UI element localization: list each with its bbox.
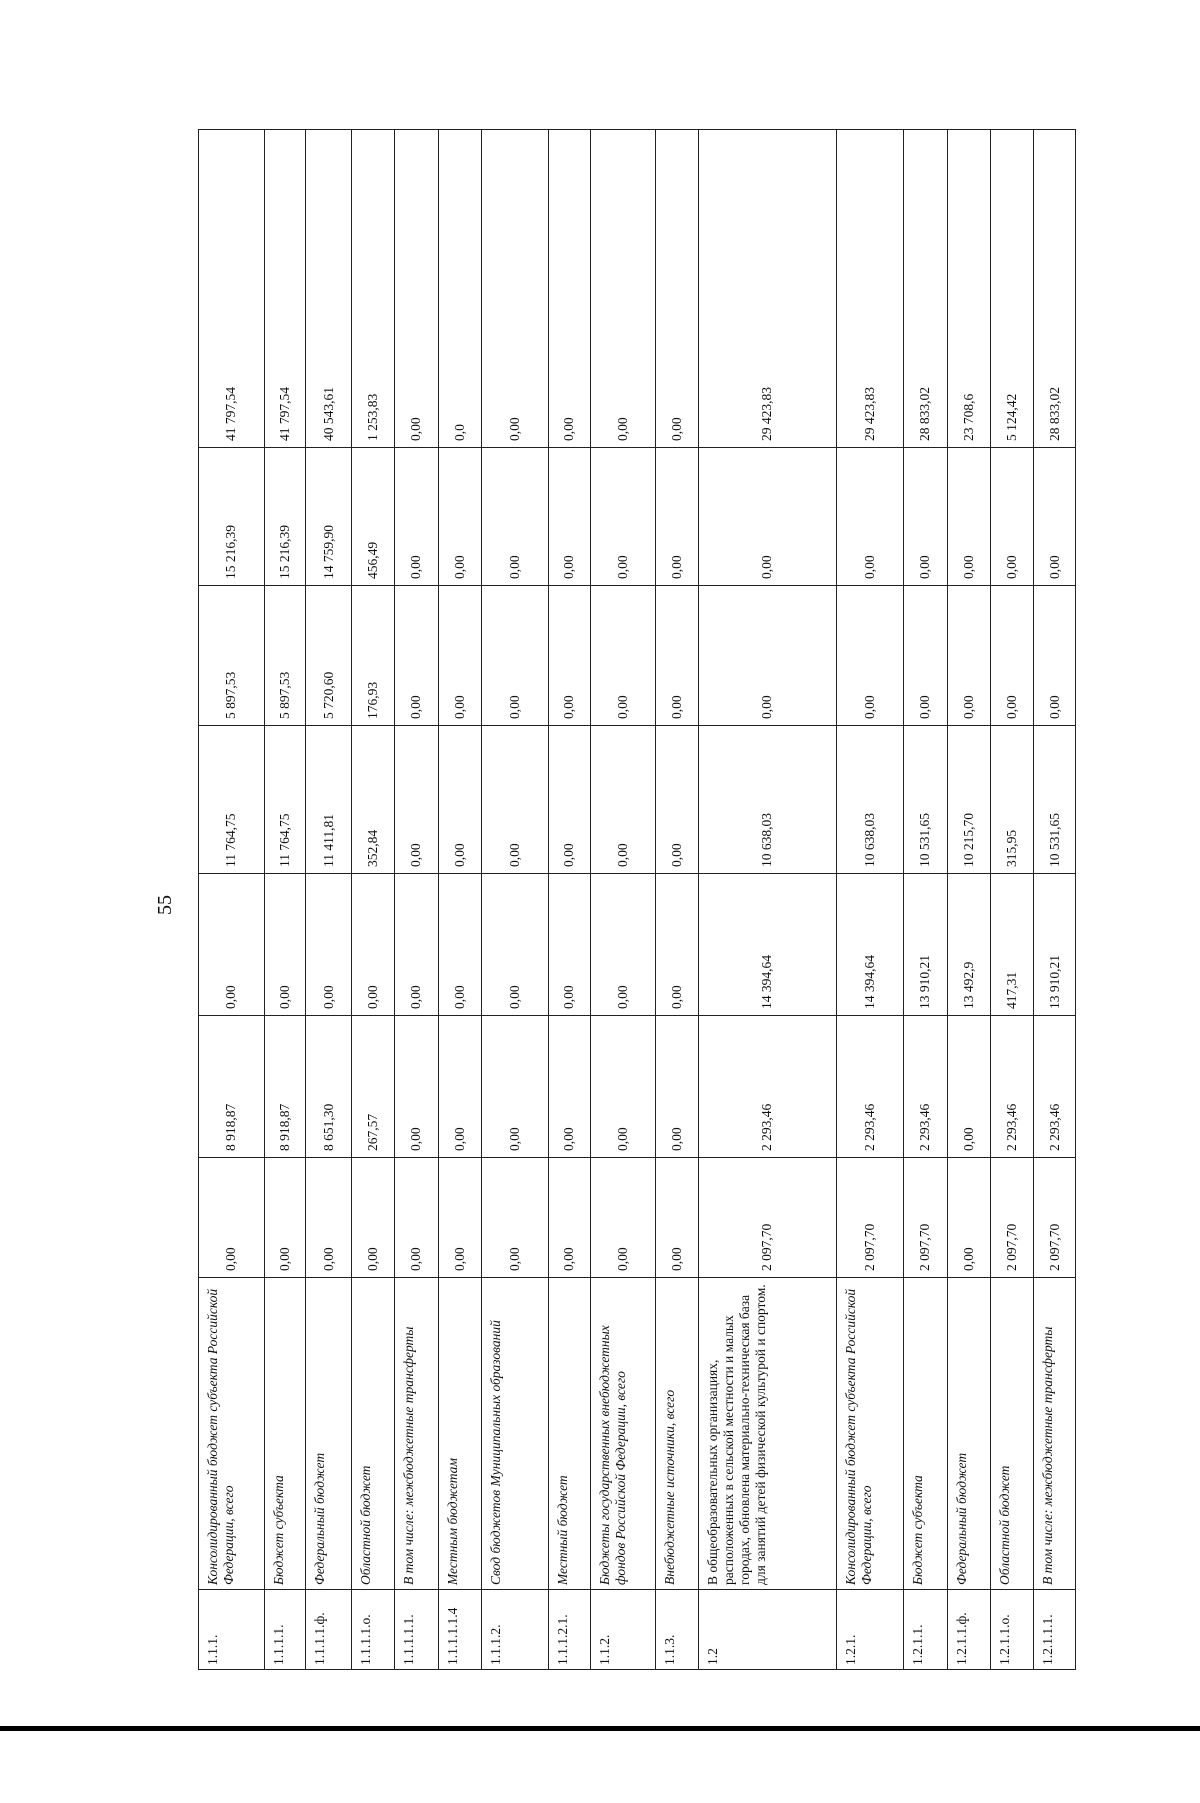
value-cell: 0,00: [591, 586, 656, 726]
row-code: 1.1.1.2.: [481, 1590, 548, 1670]
value-cell: 0,00: [1034, 586, 1076, 726]
value-cell: 0,00: [264, 874, 306, 1016]
value-cell: 10 638,03: [837, 726, 904, 874]
table-row: [947, 130, 990, 1670]
value-cell: 0,00: [481, 586, 548, 726]
value-cell: 8 651,30: [306, 1016, 352, 1158]
value-cell: 0,00: [947, 586, 990, 726]
value-cell: 0,00: [548, 1158, 591, 1278]
value-cell: 14 394,64: [698, 874, 836, 1016]
table-row: [837, 130, 904, 1670]
value-cell: 0,00: [837, 586, 904, 726]
row-code: 1.1.1.1.1.: [395, 1590, 439, 1670]
value-cell: 0,00: [837, 448, 904, 586]
row-name: В том числе: межбюджетные трансферты: [395, 1278, 439, 1590]
value-cell: 15 216,39: [264, 448, 306, 586]
row-code: 1.1.1.: [199, 1590, 265, 1670]
value-cell: 0,00: [903, 586, 947, 726]
table-row: [481, 130, 548, 1670]
value-cell: 0,00: [438, 1158, 481, 1278]
value-cell: 0,00: [548, 1016, 591, 1158]
row-code: 1.1.1.1.о.: [352, 1590, 395, 1670]
value-cell: 0,00: [947, 448, 990, 586]
table-row: [903, 130, 947, 1670]
value-cell: 0,00: [548, 586, 591, 726]
value-cell: 11 764,75: [199, 726, 265, 874]
table-row: [199, 130, 265, 1670]
value-cell: 13 910,21: [1034, 874, 1076, 1016]
value-cell: 0,00: [395, 1158, 439, 1278]
row-name: Консолидированный бюджет субъекта Российской Федерации, всего: [199, 1278, 265, 1590]
value-cell: 0,00: [352, 1158, 395, 1278]
value-cell: 5 897,53: [264, 586, 306, 726]
value-cell: 0,0: [438, 130, 481, 448]
value-cell: 0,00: [947, 1016, 990, 1158]
row-code: 1.2.1.1.1.: [1034, 1590, 1076, 1670]
row-name: Консолидированный бюджет субъекта Российской Федерации, всего: [837, 1278, 904, 1590]
value-cell: 2 293,46: [990, 1016, 1034, 1158]
value-cell: 10 531,65: [1034, 726, 1076, 874]
value-cell: 0,00: [306, 1158, 352, 1278]
value-cell: 8 918,87: [264, 1016, 306, 1158]
value-cell: 0,00: [481, 874, 548, 1016]
row-code: 1.2.1.1.о.: [990, 1590, 1034, 1670]
value-cell: 0,00: [591, 448, 656, 586]
value-cell: 0,00: [655, 130, 698, 448]
value-cell: 0,00: [548, 726, 591, 874]
value-cell: 0,00: [903, 448, 947, 586]
table-row: [655, 130, 698, 1670]
value-cell: 0,00: [548, 874, 591, 1016]
value-cell: 0,00: [438, 874, 481, 1016]
value-cell: 0,00: [352, 874, 395, 1016]
value-cell: 5 124,42: [990, 130, 1034, 448]
value-cell: 352,84: [352, 726, 395, 874]
value-cell: 29 423,83: [837, 130, 904, 448]
value-cell: 0,00: [264, 1158, 306, 1278]
value-cell: 0,00: [990, 448, 1034, 586]
value-cell: 0,00: [947, 1158, 990, 1278]
value-cell: 14 394,64: [837, 874, 904, 1016]
value-cell: 0,00: [655, 1158, 698, 1278]
value-cell: 0,00: [655, 874, 698, 1016]
value-cell: 2 293,46: [698, 1016, 836, 1158]
value-cell: 0,00: [481, 1016, 548, 1158]
row-name: Федеральный бюджет: [947, 1278, 990, 1590]
budget-table-body: [199, 130, 1076, 1670]
row-name: Внебюджетные источники, всего: [655, 1278, 698, 1590]
table-row: [698, 130, 836, 1670]
value-cell: 176,93: [352, 586, 395, 726]
row-name: В том числе: межбюджетные трансферты: [1034, 1278, 1076, 1590]
value-cell: 456,49: [352, 448, 395, 586]
value-cell: 0,00: [1034, 448, 1076, 586]
row-code: 1.1.2.: [591, 1590, 656, 1670]
row-name: Областной бюджет: [352, 1278, 395, 1590]
value-cell: 2 293,46: [1034, 1016, 1076, 1158]
table-row: [264, 130, 306, 1670]
value-cell: 2 097,70: [698, 1158, 836, 1278]
value-cell: 0,00: [395, 1016, 439, 1158]
value-cell: 0,00: [698, 448, 836, 586]
value-cell: 10 215,70: [947, 726, 990, 874]
table-row: [548, 130, 591, 1670]
table-row: [438, 130, 481, 1670]
table-row: [352, 130, 395, 1670]
row-name: Бюджет субъекта: [903, 1278, 947, 1590]
value-cell: 0,00: [438, 1016, 481, 1158]
row-name: В общеобразовательных организациях, расположенных в сельской местности и малых городах, обновлена материально-техническая база для занятий детей физической культурой и спортом.: [698, 1278, 836, 1590]
value-cell: 0,00: [655, 586, 698, 726]
row-name: Областной бюджет: [990, 1278, 1034, 1590]
row-name: Местный бюджет: [548, 1278, 591, 1590]
value-cell: 5 720,60: [306, 586, 352, 726]
value-cell: 5 897,53: [199, 586, 265, 726]
value-cell: 315,95: [990, 726, 1034, 874]
value-cell: 40 543,61: [306, 130, 352, 448]
row-name: Федеральный бюджет: [306, 1278, 352, 1590]
value-cell: 41 797,54: [199, 130, 265, 448]
value-cell: 10 638,03: [698, 726, 836, 874]
value-cell: 0,00: [481, 1158, 548, 1278]
value-cell: 41 797,54: [264, 130, 306, 448]
value-cell: 8 918,87: [199, 1016, 265, 1158]
value-cell: 0,00: [481, 448, 548, 586]
value-cell: 0,00: [548, 448, 591, 586]
row-code: 1.1.1.1.: [264, 1590, 306, 1670]
row-code: 1.2.1.1.: [903, 1590, 947, 1670]
value-cell: 2 097,70: [837, 1158, 904, 1278]
row-code: 1.1.1.2.1.: [548, 1590, 591, 1670]
value-cell: 0,00: [481, 726, 548, 874]
row-code: 1.2: [698, 1590, 836, 1670]
value-cell: 2 293,46: [837, 1016, 904, 1158]
value-cell: 0,00: [438, 448, 481, 586]
value-cell: 0,00: [655, 448, 698, 586]
table-row: [306, 130, 352, 1670]
bottom-rule: [0, 1726, 1200, 1731]
value-cell: 0,00: [395, 130, 439, 448]
row-name: Местным бюджетам: [438, 1278, 481, 1590]
budget-table-container: [198, 130, 1076, 1670]
page-number: 55: [153, 895, 176, 915]
value-cell: 0,00: [990, 586, 1034, 726]
value-cell: 0,00: [438, 586, 481, 726]
table-row: [990, 130, 1034, 1670]
value-cell: 0,00: [591, 1158, 656, 1278]
value-cell: 23 708,6: [947, 130, 990, 448]
row-code: 1.1.1.1.1.4: [438, 1590, 481, 1670]
row-code: 1.1.3.: [655, 1590, 698, 1670]
value-cell: 10 531,65: [903, 726, 947, 874]
value-cell: 267,57: [352, 1016, 395, 1158]
row-code: 1.2.1.1.ф.: [947, 1590, 990, 1670]
value-cell: 11 764,75: [264, 726, 306, 874]
value-cell: 0,00: [481, 130, 548, 448]
value-cell: 2 097,70: [990, 1158, 1034, 1278]
value-cell: 0,00: [395, 448, 439, 586]
value-cell: 2 097,70: [1034, 1158, 1076, 1278]
value-cell: 28 833,02: [903, 130, 947, 448]
value-cell: 2 293,46: [903, 1016, 947, 1158]
row-name: Свод бюджетов Муниципальных образований: [481, 1278, 548, 1590]
row-code: 1.1.1.1.ф.: [306, 1590, 352, 1670]
row-code: 1.2.1.: [837, 1590, 904, 1670]
table-row: [591, 130, 656, 1670]
table-row: [1034, 130, 1076, 1670]
value-cell: 0,00: [395, 874, 439, 1016]
value-cell: 417,31: [990, 874, 1034, 1016]
budget-table: [198, 129, 1076, 1670]
value-cell: 29 423,83: [698, 130, 836, 448]
value-cell: 0,00: [698, 586, 836, 726]
row-name: Бюджет субъекта: [264, 1278, 306, 1590]
value-cell: 13 910,21: [903, 874, 947, 1016]
value-cell: 2 097,70: [903, 1158, 947, 1278]
value-cell: 0,00: [548, 130, 591, 448]
value-cell: 0,00: [591, 726, 656, 874]
value-cell: 0,00: [655, 1016, 698, 1158]
value-cell: 0,00: [591, 130, 656, 448]
row-name: Бюджеты государственных внебюджетных фондов Российской Федерации, всего: [591, 1278, 656, 1590]
value-cell: 13 492,9: [947, 874, 990, 1016]
value-cell: 11 411,81: [306, 726, 352, 874]
value-cell: 0,00: [306, 874, 352, 1016]
value-cell: 0,00: [395, 726, 439, 874]
value-cell: 14 759,90: [306, 448, 352, 586]
value-cell: 28 833,02: [1034, 130, 1076, 448]
value-cell: 15 216,39: [199, 448, 265, 586]
value-cell: 0,00: [199, 1158, 265, 1278]
value-cell: 0,00: [655, 726, 698, 874]
value-cell: 1 253,83: [352, 130, 395, 448]
value-cell: 0,00: [199, 874, 265, 1016]
value-cell: 0,00: [438, 726, 481, 874]
value-cell: 0,00: [591, 874, 656, 1016]
table-row: [395, 130, 439, 1670]
value-cell: 0,00: [591, 1016, 656, 1158]
value-cell: 0,00: [395, 586, 439, 726]
